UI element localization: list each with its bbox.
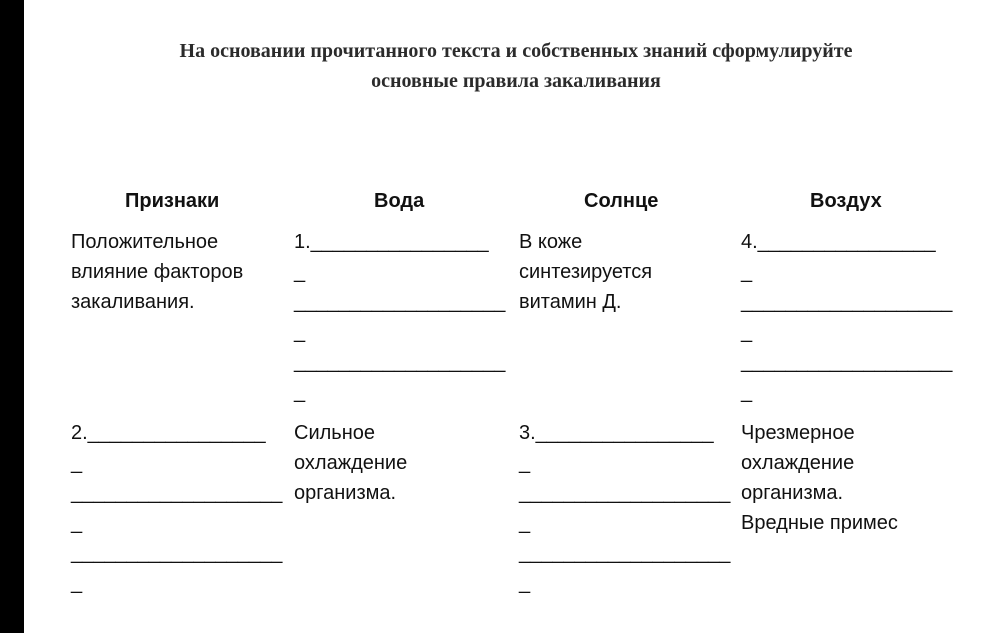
cell-line: организма.	[294, 482, 397, 504]
cell-line: В коже	[519, 231, 583, 253]
blank-line: ___________________	[71, 542, 283, 564]
blank-line: _	[741, 381, 753, 403]
blank-line: _	[519, 512, 531, 534]
cell-row1-signs	[71, 227, 243, 317]
left-black-margin	[0, 0, 24, 633]
cell-line: витамин Д.	[519, 291, 622, 313]
cell-line: Положительное	[71, 231, 219, 253]
cell-row1-air-blank	[741, 227, 952, 407]
task-heading-line-2: основные правила закаливания	[371, 70, 661, 92]
blank-line: _	[71, 512, 83, 534]
blank-line: _	[519, 452, 531, 474]
blank-line: _	[294, 321, 306, 343]
blank-line: _	[741, 261, 753, 283]
blank-line: ___________________	[519, 542, 731, 564]
cell-line: организма.	[741, 482, 844, 504]
cell-row2-signs-blank	[71, 418, 282, 598]
cell-row2-water	[294, 418, 407, 508]
blank-line: _	[71, 452, 83, 474]
cell-line: охлаждение	[294, 452, 408, 474]
worksheet-page	[24, 0, 1008, 633]
task-heading-line-1: На основании прочитанного текста и собственных знаний сформулируйте	[179, 40, 853, 62]
column-header-water: Вода	[374, 190, 425, 212]
blank-line: 3.________________	[519, 422, 714, 444]
blank-line: _	[294, 261, 306, 283]
blank-line: ___________________	[741, 351, 953, 373]
blank-line: 2.________________	[71, 422, 266, 444]
column-header-sun: Солнце	[584, 190, 659, 212]
blank-line: ___________________	[519, 482, 731, 504]
blank-line: 1.________________	[294, 231, 489, 253]
blank-line: ___________________	[294, 351, 506, 373]
cell-row2-air	[741, 418, 898, 538]
column-header-air: Воздух	[810, 190, 882, 212]
cell-row1-sun	[519, 227, 652, 317]
cell-line: Чрезмерное	[741, 422, 855, 444]
cell-line: влияние факторов	[71, 261, 244, 283]
blank-line: ___________________	[741, 291, 953, 313]
cell-line: Сильное	[294, 422, 375, 444]
blank-line: _	[71, 572, 83, 594]
cell-line: Вредные примес	[741, 512, 898, 534]
cell-line: закаливания.	[71, 291, 195, 313]
cell-line: синтезируется	[519, 261, 653, 283]
task-heading	[24, 36, 1008, 96]
blank-line: ___________________	[71, 482, 283, 504]
cell-row1-water-blank	[294, 227, 505, 407]
blank-line: ___________________	[294, 291, 506, 313]
blank-line: _	[294, 381, 306, 403]
cell-line: охлаждение	[741, 452, 855, 474]
blank-line: _	[519, 572, 531, 594]
blank-line: _	[741, 321, 753, 343]
blank-line: 4.________________	[741, 231, 936, 253]
cell-row2-sun-blank	[519, 418, 730, 598]
column-header-signs: Признаки	[125, 190, 220, 212]
